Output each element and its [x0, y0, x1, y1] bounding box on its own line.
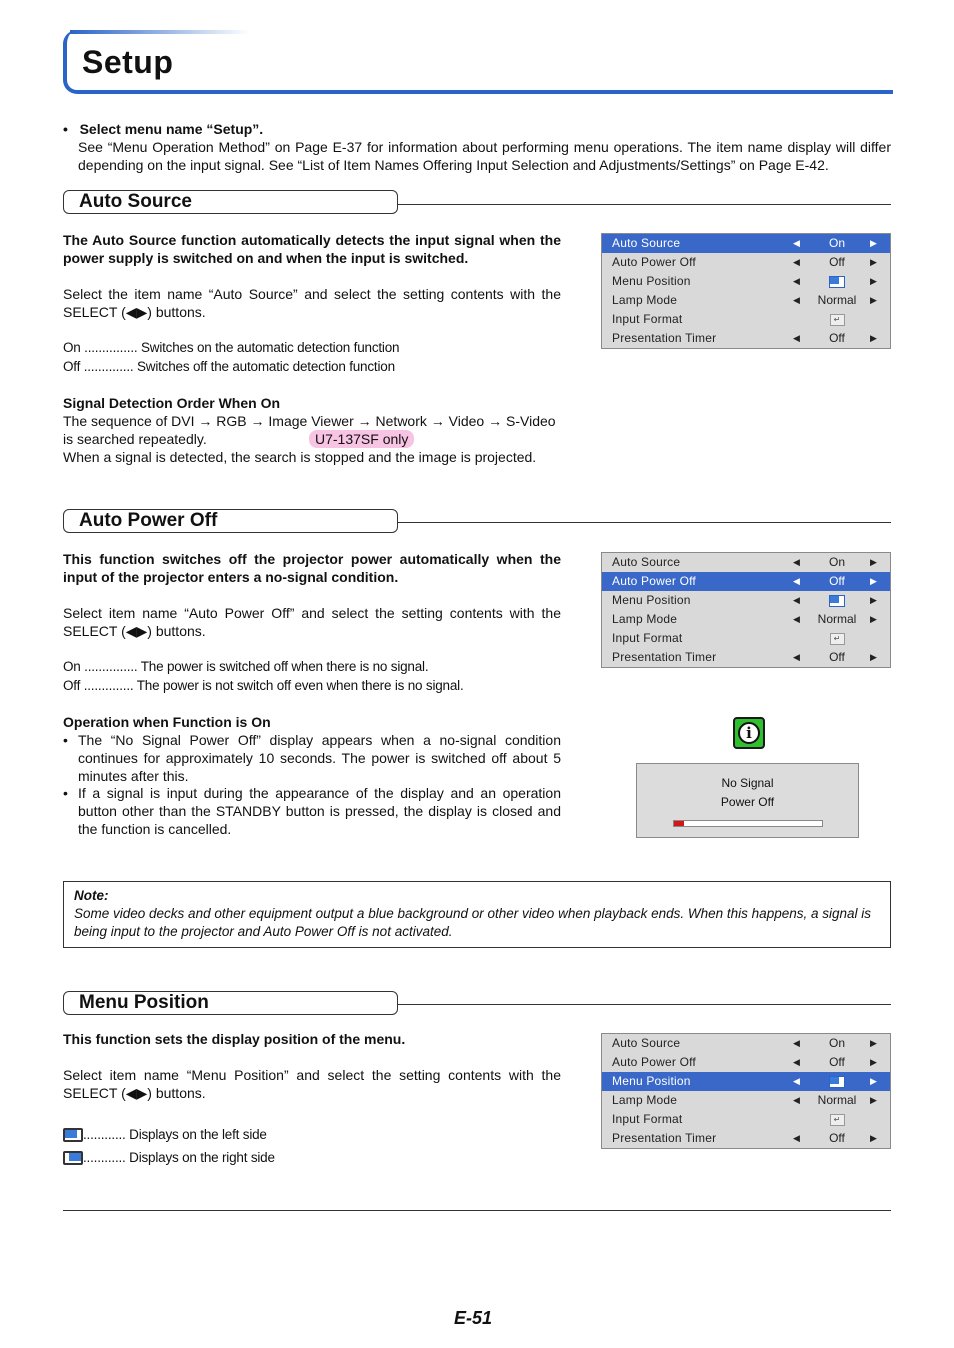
section-divider	[398, 522, 891, 523]
menu-position-lead: This function sets the display position of the menu.	[63, 1031, 406, 1047]
section-divider	[398, 204, 891, 205]
menu-position-left-option: ............ Displays on the left side	[63, 1125, 561, 1144]
osd-row-menu-position[interactable]: Menu Position ◀ ▶	[612, 274, 877, 288]
operation-bullet-1: • The “No Signal Power Off” display appears when a no-signal condition continues for approximately 10 seconds. The power is switched off about 5 minutes after this.	[63, 732, 561, 784]
osd-row-presentation-timer[interactable]: Presentation Timer ◀ Off ▶	[612, 331, 877, 345]
osd-row-lamp-mode[interactable]: Lamp Mode ◀ Normal ▶	[612, 1093, 877, 1107]
header-accent-line	[70, 30, 250, 34]
menu-position-right-option: ............ Displays on the right side	[63, 1148, 561, 1167]
no-signal-dialog	[636, 763, 859, 838]
intro-block	[63, 120, 891, 174]
osd-row-menu-position[interactable]: Menu Position ◀ ▶	[612, 593, 877, 607]
osd-row-presentation-timer[interactable]: Presentation Timer ◀ Off ▶	[612, 650, 877, 664]
auto-power-off-on: On ............... The power is switched off when there is no signal.	[63, 659, 429, 674]
intro-body: See “Menu Operation Method” on Page E-37 for information about performing menu operations. The item name display will differ depending on the input signal. See “List of Item Names Offering Input Selection and Adjustments/Settings” on Page E-42.	[78, 139, 891, 173]
auto-source-off: Off .............. Switches off the automatic detection function	[63, 359, 395, 374]
osd-menu-auto-source	[601, 233, 891, 349]
signal-order-repeat: is searched repeatedly. U7-137SF only	[63, 430, 561, 448]
section-divider	[398, 1004, 891, 1005]
osd-row-lamp-mode[interactable]: Lamp Mode ◀ Normal ▶	[612, 293, 877, 307]
dialog-line-1: No Signal	[721, 776, 774, 790]
osd-row-lamp-mode[interactable]: Lamp Mode ◀ Normal ▶	[612, 612, 877, 626]
page-number: E-51	[454, 1308, 493, 1328]
auto-source-lead: The Auto Source function automatically detects the input signal when the power supply is switched on and when the input is switched.	[63, 232, 561, 266]
osd-menu-menu-position	[601, 1033, 891, 1149]
signal-found-text: When a signal is detected, the search is stopped and the image is projected.	[63, 449, 537, 465]
auto-source-heading: Auto Source	[63, 190, 398, 214]
enter-icon: ↵	[830, 314, 845, 326]
menu-position-icon	[829, 595, 845, 607]
menu-right-icon	[63, 1151, 83, 1165]
footer-divider	[63, 1210, 891, 1211]
osd-row-auto-power-off[interactable]: Auto Power Off ◀ Off ▶	[612, 255, 877, 269]
header-frame	[63, 30, 893, 94]
note-title: Note:	[74, 888, 109, 903]
page-title: Setup	[82, 44, 174, 80]
dialog-line-2: Power Off	[720, 795, 775, 809]
auto-source-select: Select the item name “Auto Source” and select the setting contents with the SELECT (◀▶) buttons.	[63, 286, 561, 320]
intro-bullet: • Select menu name “Setup”.	[63, 121, 264, 137]
osd-row-input-format[interactable]: Input Format ↵	[602, 629, 890, 648]
note-body: Some video decks and other equipment output a blue background or other video when playback ends. When this happens, a signal is being input to the projector and Auto Power Off is not activated.	[74, 906, 872, 939]
signal-order-subhead: Signal Detection Order When On	[63, 395, 281, 411]
osd-menu-auto-power-off	[601, 552, 891, 668]
auto-power-off-select: Select item name “Auto Power Off” and select the setting contents with the SELECT (◀▶) buttons.	[63, 605, 561, 639]
signal-order-sequence: The sequence of DVI → RGB → Image Viewer → Network → Video → S-Video	[63, 413, 556, 429]
auto-source-on: On ............... Switches on the automatic detection function	[63, 340, 400, 355]
osd-row-input-format[interactable]: Input Format ↵	[602, 310, 890, 329]
menu-position-heading: Menu Position	[63, 991, 398, 1015]
auto-power-off-lead: This function switches off the projector power automatically when the input of the projector enters a no-signal condition.	[63, 551, 561, 585]
menu-position-select: Select item name “Menu Position” and select the setting contents with the SELECT (◀▶) buttons.	[63, 1067, 561, 1101]
power-off-progress	[673, 820, 823, 827]
enter-icon: ↵	[830, 633, 845, 645]
osd-row-presentation-timer[interactable]: Presentation Timer ◀ Off ▶	[612, 1131, 877, 1145]
menu-position-icon	[829, 276, 845, 288]
operation-bullet-2: • If a signal is input during the appearance of the display and an operation button other than the STANDBY button is pressed, the display is closed and the function is cancelled.	[63, 785, 561, 837]
menu-position-icon	[829, 1076, 845, 1088]
operation-subhead: Operation when Function is On	[63, 714, 271, 730]
note-box	[63, 881, 891, 948]
osd-row-input-format[interactable]: Input Format ↵	[602, 1110, 890, 1129]
osd-row-auto-power-off[interactable]: Auto Power Off ◀ Off ▶	[602, 572, 890, 591]
osd-row-auto-source[interactable]: Auto Source ◀ On ▶	[612, 555, 877, 569]
osd-row-auto-source[interactable]: Auto Source ◀ On ▶	[612, 1036, 877, 1050]
auto-power-off-off: Off .............. The power is not switch off even when there is no signal.	[63, 678, 464, 693]
menu-left-icon	[63, 1128, 83, 1142]
osd-row-auto-power-off[interactable]: Auto Power Off ◀ Off ▶	[612, 1055, 877, 1069]
osd-row-menu-position[interactable]: Menu Position ◀ ▶	[602, 1072, 890, 1091]
enter-icon: ↵	[830, 1114, 845, 1126]
auto-power-off-heading: Auto Power Off	[63, 509, 398, 533]
osd-row-auto-source[interactable]: Auto Source ◀ On ▶	[602, 234, 890, 253]
model-only-badge: U7-137SF only	[309, 430, 414, 448]
info-icon: i	[733, 717, 765, 749]
